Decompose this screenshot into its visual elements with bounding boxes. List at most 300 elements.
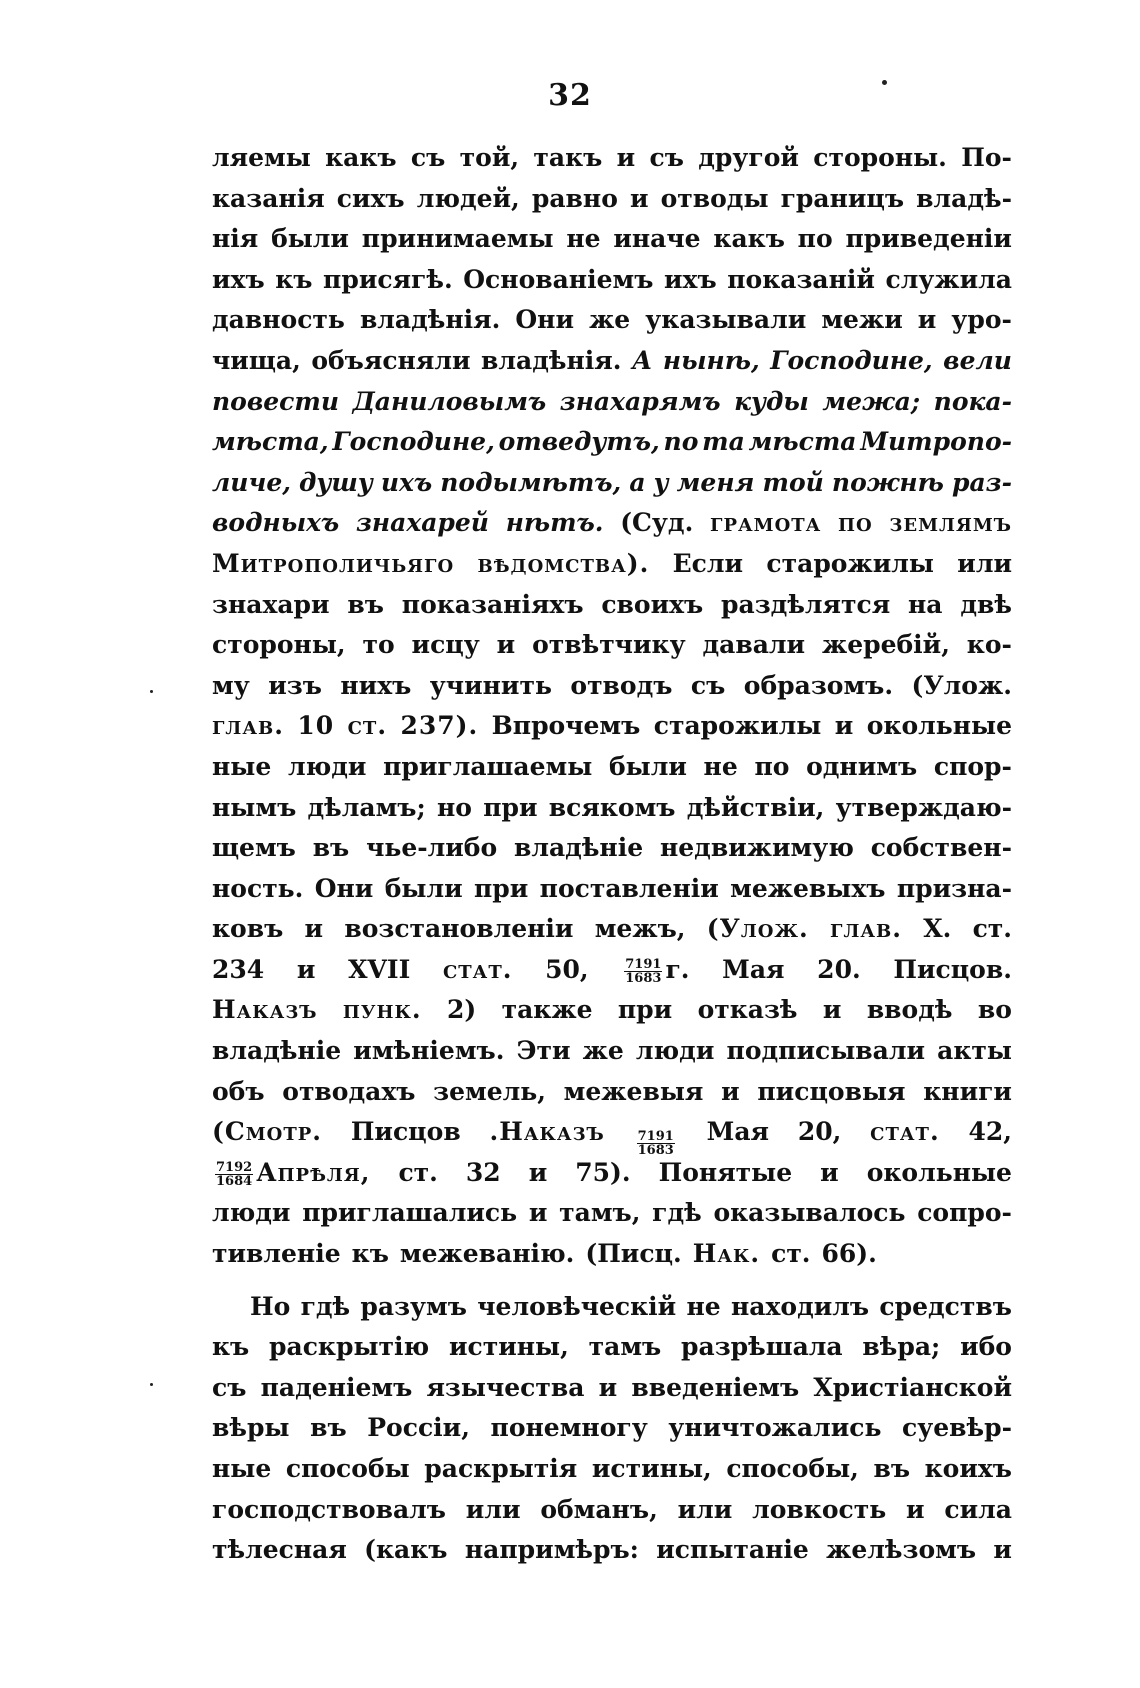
quote-word: вели [943, 345, 1012, 375]
word: Впрочемъ [491, 711, 641, 741]
word: владѣнія. [481, 345, 622, 375]
word: приведеніи [845, 224, 1012, 254]
word: и [528, 1198, 548, 1228]
word: и [496, 630, 516, 660]
word: люди [287, 751, 367, 781]
word: ст. [347, 711, 388, 741]
word: испытаніе [656, 1535, 809, 1565]
word: объясняли [311, 345, 471, 375]
word: находилъ [731, 1291, 870, 1321]
word: или [677, 1494, 733, 1524]
word: 237). [400, 711, 479, 741]
word: владѣнія. [359, 305, 501, 335]
word: во [977, 995, 1012, 1025]
word: разрѣшала [681, 1332, 843, 1362]
word: и [906, 1494, 925, 1524]
fraction-denominator: 1683 [625, 970, 662, 986]
word: Но [250, 1291, 291, 1321]
word: грамота [710, 508, 822, 538]
quote-word: А [631, 345, 653, 375]
word: (Суд. [620, 508, 694, 538]
word: Апрѣля, [256, 1157, 371, 1187]
text-line [212, 1530, 1012, 1571]
word: 66). [821, 1239, 877, 1269]
text-line [212, 585, 1012, 626]
quote-word: той [762, 467, 824, 497]
word: съ [212, 1372, 247, 1402]
text-line [212, 1449, 1012, 1490]
word: и [304, 914, 324, 944]
word: всякомъ [548, 792, 676, 822]
word: желѣзомъ [826, 1535, 977, 1565]
text-line [212, 138, 1012, 179]
word: поставленіи [539, 873, 719, 903]
word: Мая [722, 954, 785, 984]
word: дѣйствіи, [686, 792, 825, 822]
text-block [212, 138, 1012, 1571]
quote-word: личе, [212, 467, 291, 497]
word: старожилы [766, 548, 934, 578]
word: X. [923, 914, 952, 944]
word: по [754, 751, 790, 781]
text-line [212, 300, 1012, 341]
word: ловкость [752, 1494, 887, 1524]
word: оказывалось [713, 1198, 906, 1228]
word: и [822, 995, 842, 1025]
word: той, [459, 143, 520, 172]
word: сихъ [336, 183, 405, 213]
text-line [212, 1031, 1012, 1072]
quote-word: нѣтъ. [505, 508, 604, 538]
word: господствовалъ [212, 1494, 446, 1524]
word: возстановленіи [344, 914, 574, 944]
word: были [384, 873, 463, 903]
word: ные [212, 751, 272, 781]
word: призна- [896, 873, 1012, 903]
word: чье-либо [366, 833, 498, 863]
word: дѣламъ; [307, 792, 426, 822]
word: служила [885, 264, 1012, 294]
text-line [212, 625, 1012, 666]
word: суевѣр- [902, 1413, 1012, 1443]
quote-word: по [663, 427, 699, 457]
word: и [721, 1076, 740, 1106]
word: какъ [713, 224, 785, 254]
word: приглашаемы [383, 751, 593, 781]
quote-word: отведутъ, [498, 427, 660, 457]
text-line [212, 503, 1012, 544]
text-line [212, 909, 1012, 950]
word: показаній [727, 264, 875, 294]
word: тѣлесная [212, 1535, 347, 1565]
word: и [528, 1157, 548, 1187]
text-line [212, 1112, 1012, 1159]
word: человѣческій [477, 1291, 677, 1321]
word: тивленіе [212, 1239, 341, 1269]
word: нія [212, 224, 259, 254]
quote-word: знахарямъ [559, 386, 721, 416]
word: равно [531, 183, 618, 213]
word: спор- [933, 751, 1012, 781]
word: же [589, 305, 631, 335]
word: нымъ [212, 792, 297, 822]
word: Наказъ [212, 995, 318, 1025]
word: глав. [830, 914, 902, 944]
word: (Улож. [911, 670, 1012, 700]
print-speck [150, 690, 153, 693]
word: были [608, 751, 687, 781]
text-line [212, 1193, 1012, 1234]
word: старожилы [653, 711, 822, 741]
word: и [296, 954, 316, 984]
word: Писцов. [893, 954, 1012, 984]
quote-word: Господине, [770, 345, 933, 375]
word: разумъ [360, 1291, 467, 1321]
word: знахари [212, 589, 330, 619]
word: землямъ [889, 508, 1012, 538]
text-line-quote [212, 382, 1012, 423]
word: Россіи, [367, 1413, 470, 1443]
word: на [908, 589, 943, 619]
word: отвѣтчику [532, 630, 686, 660]
word: 10 [297, 711, 335, 741]
quote-word: пожнѣ [831, 467, 944, 497]
fraction-denominator: 1684 [216, 1173, 253, 1189]
word: межевыхъ [730, 873, 886, 903]
word: отказѣ [697, 995, 798, 1025]
fraction-numerator: 7192 [216, 1159, 253, 1175]
word: акты [937, 1036, 1012, 1066]
word: недвижимую [659, 833, 854, 863]
word: окольные [866, 1157, 1012, 1187]
quote-word: меня [676, 467, 755, 497]
word: сила [944, 1494, 1012, 1524]
word: Нак. [692, 1239, 761, 1269]
word: имѣніемъ. [353, 1036, 505, 1066]
page-number: 32 [548, 78, 592, 113]
quote-word: нынѣ, [662, 345, 760, 375]
word: и [616, 143, 636, 172]
text-line [212, 950, 1012, 991]
word: 2) [446, 995, 477, 1025]
word: язычества [426, 1372, 585, 1402]
year-fraction [624, 958, 662, 985]
word: показаніяхъ [401, 589, 584, 619]
word: къ [212, 1332, 250, 1362]
word: отводахъ [282, 1076, 416, 1106]
quote-word: куды [734, 386, 809, 416]
word: собствен- [870, 833, 1012, 863]
word: вводѣ [866, 995, 953, 1025]
fraction-numerator: 7191 [637, 1129, 674, 1145]
word: владѣніе [212, 1036, 342, 1066]
text-line [212, 1327, 1012, 1368]
text-line [212, 747, 1012, 788]
word: однимъ [806, 751, 918, 781]
word: образомъ. [743, 670, 894, 700]
word: обманъ, [540, 1494, 658, 1524]
word: По- [961, 143, 1012, 172]
word: Основаніемъ [463, 264, 654, 294]
word: и [629, 183, 649, 213]
word: Эти [516, 1036, 571, 1066]
word: иначе [613, 224, 701, 254]
text-line [212, 1368, 1012, 1409]
word: Мая [706, 1117, 769, 1147]
word: чища, [212, 345, 301, 375]
word: ст. [972, 914, 1012, 944]
word: межъ, [594, 914, 686, 944]
quote-word: Митропо- [860, 427, 1012, 457]
word: (какъ [364, 1535, 448, 1565]
word: ихъ [212, 264, 265, 294]
word: присягѣ. [323, 264, 453, 294]
word: уро- [951, 305, 1012, 335]
word: но [436, 792, 472, 822]
word: Они [515, 305, 575, 335]
word: объ [212, 1076, 265, 1106]
word: или [957, 548, 1012, 578]
word: и [820, 1157, 839, 1187]
word: не [703, 751, 738, 781]
print-speck [882, 80, 887, 85]
word: утверждаю- [835, 792, 1012, 822]
word: ихъ [664, 264, 717, 294]
word: по [838, 508, 873, 538]
word: не [686, 1291, 721, 1321]
word: по [797, 224, 833, 254]
word: 75). [575, 1157, 631, 1187]
word: 20, [797, 1117, 842, 1147]
word: людей, [416, 183, 520, 213]
word: 50, [545, 954, 589, 984]
word: ность. [212, 873, 304, 903]
text-line [212, 341, 1012, 382]
quote-word: пока- [933, 386, 1012, 416]
word: щемъ [212, 833, 296, 863]
word: принимаемы [361, 224, 554, 254]
word: ные [212, 1454, 272, 1483]
text-line [212, 788, 1012, 829]
text-line [212, 869, 1012, 910]
word: (Смотр. [212, 1117, 322, 1147]
word: владѣ- [916, 183, 1012, 213]
word: люди [212, 1198, 291, 1228]
text-line-quote [212, 422, 1012, 463]
word: книги [923, 1076, 1012, 1106]
word: не [566, 224, 601, 254]
word: съ [690, 670, 726, 700]
text-line-paragraph-end [212, 1234, 1012, 1275]
word: 234 [212, 954, 265, 984]
word: гдѣ [652, 1198, 702, 1228]
word: также [501, 995, 593, 1025]
word: то [362, 630, 395, 660]
word: Митрополичьяго [212, 548, 455, 578]
quote-word: ихъ [380, 467, 433, 497]
word: межевыя [563, 1076, 704, 1106]
text-line [212, 990, 1012, 1031]
text-line [212, 219, 1012, 260]
word: и [993, 1535, 1012, 1565]
word: къ [351, 1239, 389, 1269]
word: истины, [591, 1454, 712, 1483]
quote-word: раз- [951, 467, 1012, 497]
word: средствъ [879, 1291, 1012, 1321]
word: тамъ, [559, 1198, 641, 1228]
text-line [212, 1408, 1012, 1449]
quote-word: межа; [822, 386, 921, 416]
word: ко- [966, 630, 1012, 660]
word: писцовыя [757, 1076, 906, 1106]
word: учинить [429, 670, 552, 700]
text-line [212, 828, 1012, 869]
fraction-denominator: 1683 [637, 1143, 674, 1159]
word: ст. [398, 1157, 438, 1187]
word: ляемы [212, 143, 311, 172]
word: раздѣлятся [721, 589, 891, 619]
word: исцу [411, 630, 480, 660]
word: тамъ [588, 1332, 662, 1362]
word: коихъ [924, 1454, 1012, 1483]
quote-word: душу [299, 467, 373, 497]
word: нихъ [340, 670, 412, 700]
word: вѣры [212, 1413, 290, 1443]
word: способы [285, 1454, 410, 1483]
word: и [598, 1372, 618, 1402]
word: введеніемъ [631, 1372, 800, 1402]
word: же [582, 1036, 624, 1066]
word: при [473, 873, 529, 903]
word: 20. [817, 954, 861, 984]
word: Они [314, 873, 374, 903]
word: къ [275, 264, 313, 294]
word: сопро- [917, 1198, 1012, 1228]
word: и [834, 711, 854, 741]
word: изъ [268, 670, 322, 700]
word: понемногу [490, 1413, 648, 1443]
quote-word: Господине, [332, 427, 495, 457]
quote-word: у [653, 467, 669, 497]
word: раскрытія [424, 1454, 578, 1483]
word: казанія [212, 183, 325, 213]
word: такъ [533, 143, 603, 172]
text-line [212, 260, 1012, 301]
text-line [212, 666, 1012, 707]
word: отводъ [570, 670, 673, 700]
word: стат. [442, 954, 513, 984]
word: ковъ [212, 914, 284, 944]
word: жеребій, [821, 630, 950, 660]
quote-word: подымѣтъ, [440, 467, 622, 497]
word: ст. [771, 1239, 811, 1269]
text-line [212, 1490, 1012, 1531]
word: съ [410, 143, 446, 172]
date-group [621, 950, 689, 991]
word: (Улож. [706, 914, 809, 944]
word: владѣніе [513, 833, 644, 863]
text-line [212, 179, 1012, 220]
word: стат. [870, 1117, 940, 1147]
text-line [212, 1072, 1012, 1113]
word: отводы [660, 183, 769, 213]
word: стороны. [813, 143, 947, 172]
year-fraction [215, 1161, 253, 1188]
word: стороны, [212, 630, 346, 660]
word: межеванію. [399, 1239, 575, 1269]
print-speck [150, 1383, 153, 1386]
word: вѣра; [862, 1332, 941, 1362]
quote-word: повести [212, 386, 340, 416]
word: или [465, 1494, 521, 1524]
word: напримѣръ: [464, 1535, 639, 1565]
word: земель, [433, 1076, 546, 1106]
word: въ [347, 589, 384, 619]
word: г. [665, 954, 690, 984]
word: межи [821, 305, 903, 335]
word: были [271, 224, 349, 254]
word: Писцов [350, 1117, 461, 1147]
word: двѣ [960, 589, 1012, 619]
word: му [212, 670, 250, 700]
word: при [483, 792, 538, 822]
word: XVII [348, 954, 411, 984]
text-line [212, 1153, 1012, 1194]
word: истины, [448, 1332, 569, 1362]
word: давность [212, 305, 345, 335]
word: гдѣ [300, 1291, 351, 1321]
quote-word: мѣста, [212, 427, 329, 457]
word: Если [672, 548, 744, 578]
fraction-numerator: 7191 [625, 956, 662, 972]
quote-word: а [629, 467, 646, 497]
word: границъ [780, 183, 905, 213]
word: люди [635, 1036, 715, 1066]
quote-word: водныхъ [212, 508, 340, 538]
word: способы, [726, 1454, 859, 1483]
word: паденіемъ [260, 1372, 413, 1402]
word: приглашались [302, 1198, 518, 1228]
word: ибо [960, 1332, 1012, 1362]
text-line-paragraph-start [212, 1287, 1012, 1328]
word: окольные [866, 711, 1012, 741]
word: 32 [465, 1157, 501, 1187]
word: уничтожались [668, 1413, 882, 1443]
word: 42, [968, 1117, 1012, 1147]
text-line [212, 706, 1012, 747]
word: другой [698, 143, 799, 172]
word: въ [873, 1454, 911, 1483]
text-line-quote [212, 463, 1012, 504]
text-line [212, 544, 1012, 585]
word: глав. [212, 711, 284, 741]
word: (Писц. [585, 1239, 682, 1269]
word: въ [310, 1413, 347, 1443]
quote-word: та [702, 427, 745, 457]
word: пунк. [342, 995, 422, 1025]
word: Понятые [658, 1157, 793, 1187]
quote-word: мѣста [748, 427, 857, 457]
quote-word: Даниловымъ [352, 386, 547, 416]
word: при [617, 995, 673, 1025]
word: и [917, 305, 937, 335]
word: подписывали [726, 1036, 926, 1066]
word: давали [702, 630, 806, 660]
word: какъ [325, 143, 397, 172]
quote-word: знахарей [355, 508, 489, 538]
word: раскрытію [269, 1332, 430, 1362]
word: Христіанской [813, 1372, 1012, 1402]
